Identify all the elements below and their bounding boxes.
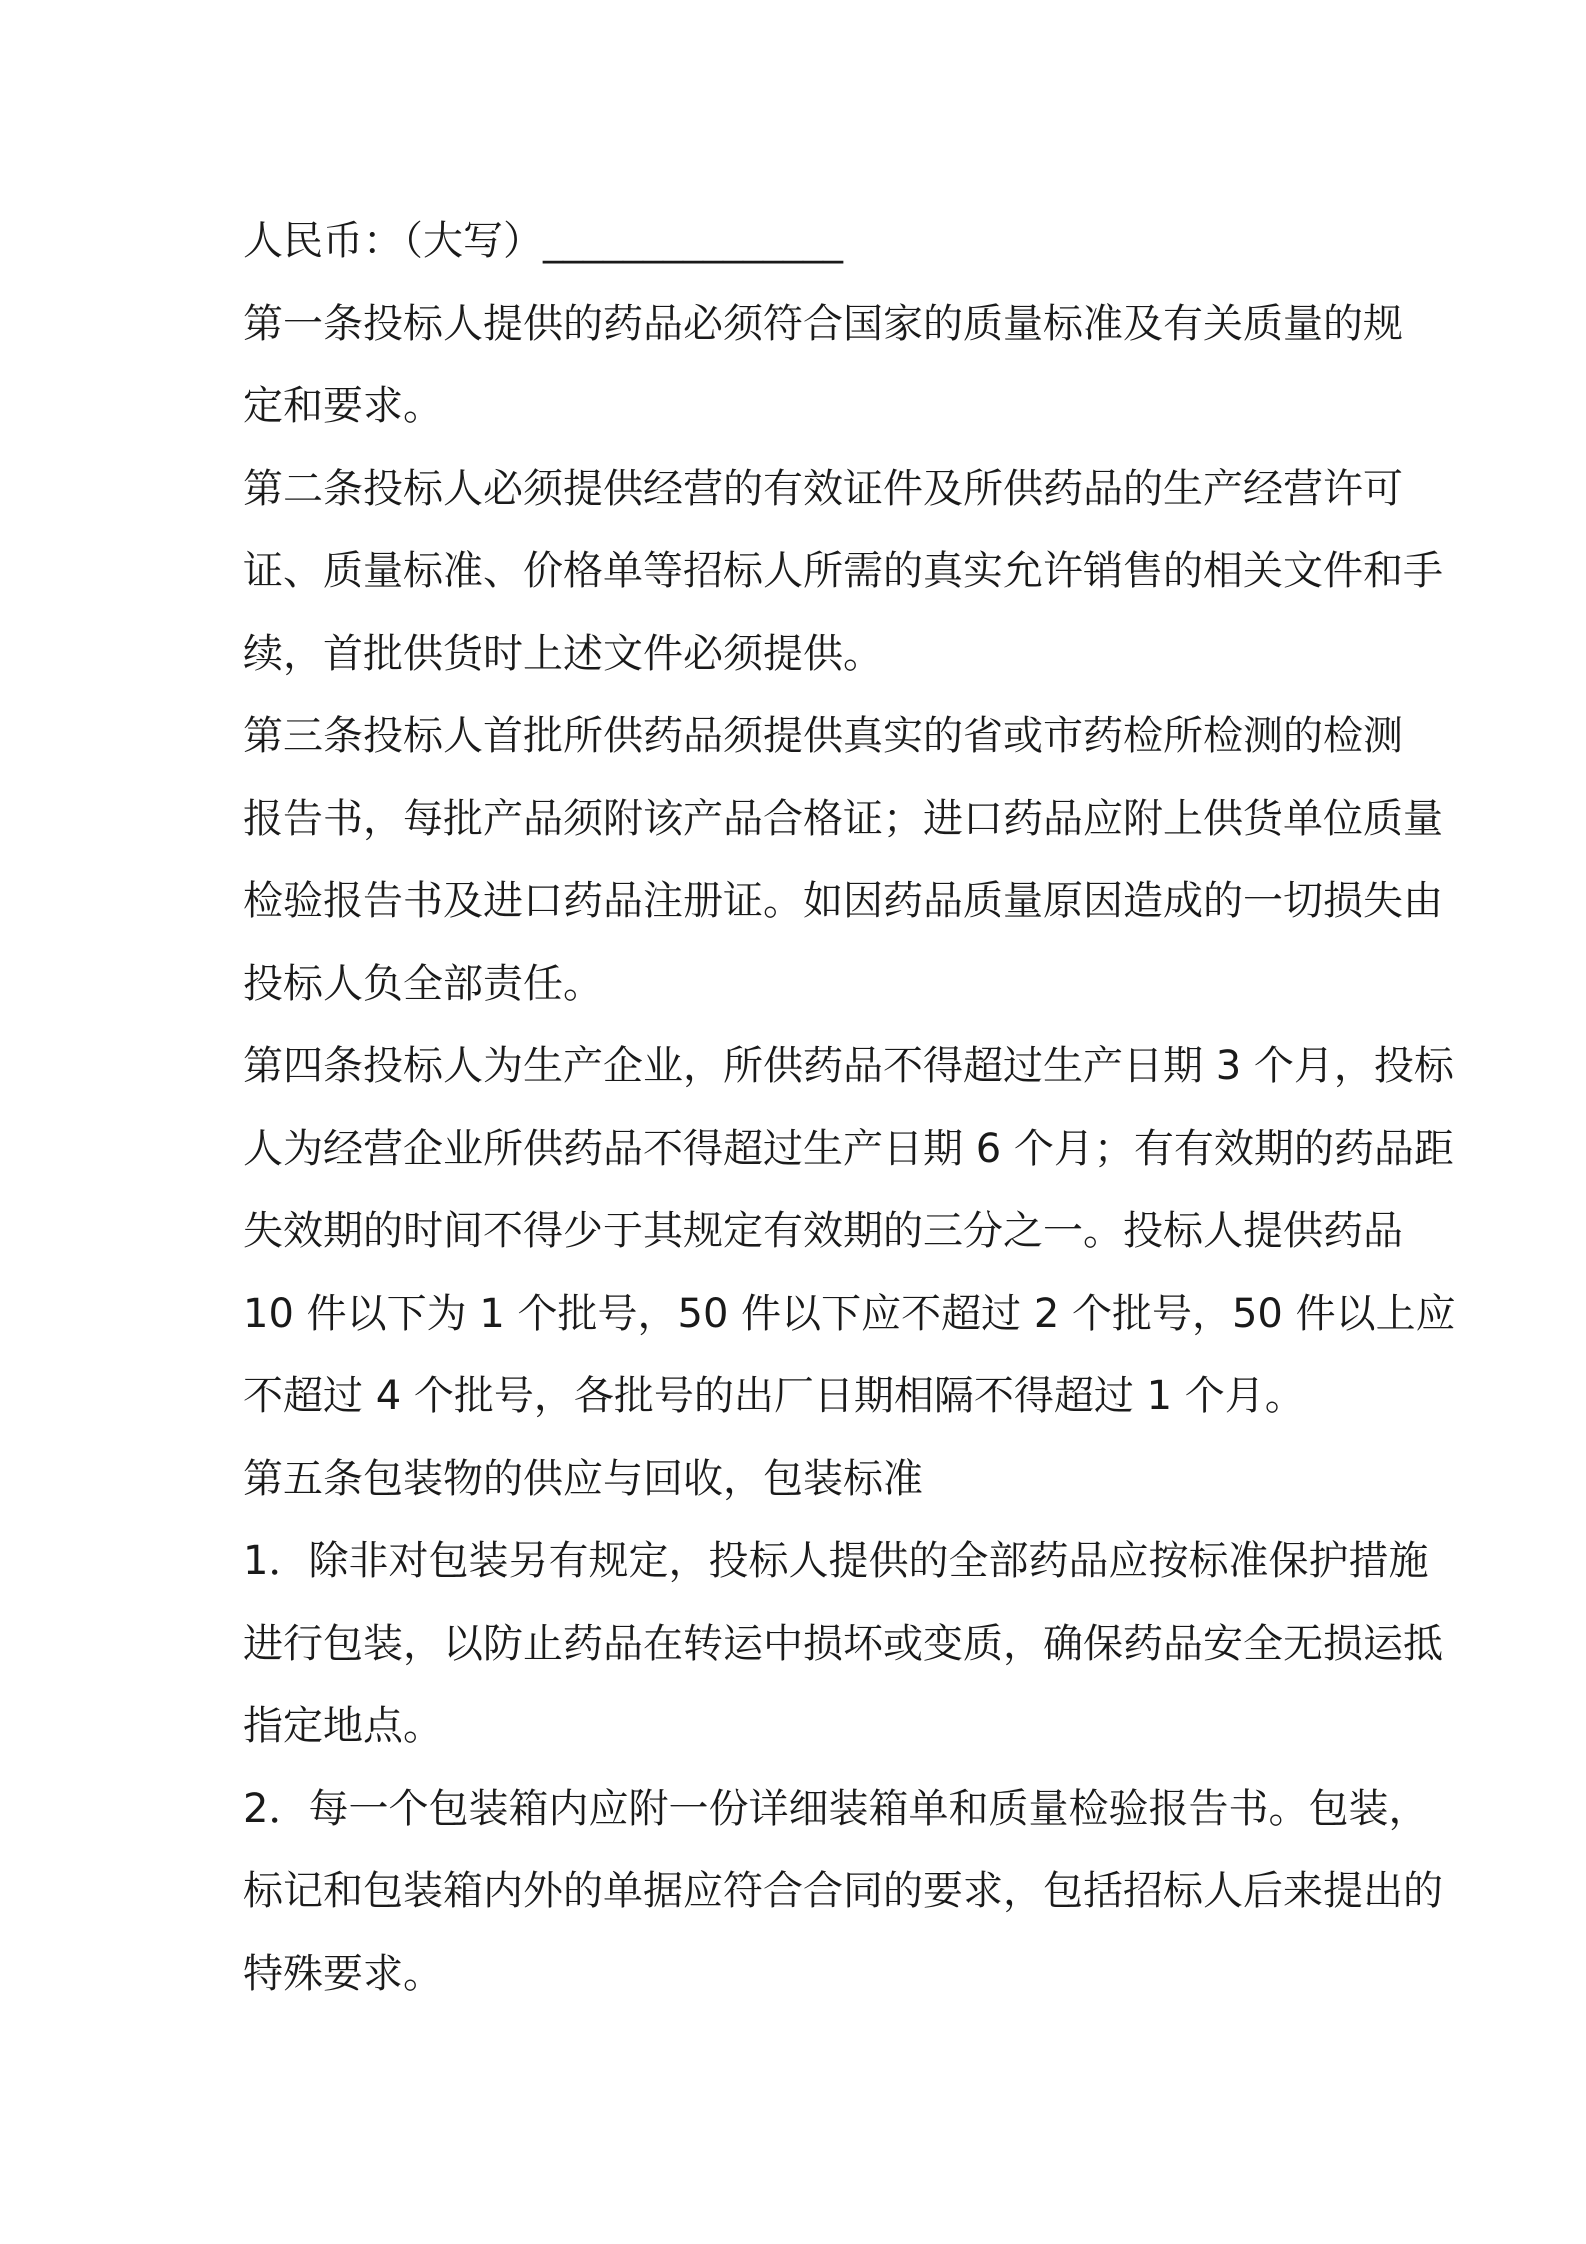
article-3-line-3: 检验报告书及进口药品注册证。如因药品质量原因造成的一切损失由 (243, 878, 1443, 924)
amount-in-words-line: 人民币：（大写）_______________ (243, 218, 843, 264)
clause-1-line-1: 1．除非对包装另有规定，投标人提供的全部药品应按标准保护措施 (243, 1538, 1429, 1584)
article-4-line-2: 人为经营企业所供药品不得超过生产日期 6 个月；有有效期的药品距 (243, 1125, 1454, 1172)
article-3-line-4: 投标人负全部责任。 (243, 960, 603, 1007)
clause-2-line-3: 特殊要求。 (243, 1950, 443, 1997)
clause-1-line-3: 指定地点。 (243, 1703, 443, 1749)
clause-2-line-1: 2．每一个包装箱内应附一份详细装箱单和质量检验报告书。包装， (243, 1785, 1429, 1832)
article-5-heading: 第五条包装物的供应与回收，包装标准 (243, 1455, 923, 1502)
document-body (243, 200, 1456, 2015)
article-2-line-2: 证、质量标准、价格单等招标人所需的真实允许销售的相关文件和手 (243, 548, 1443, 594)
article-4-line-1: 第四条投标人为生产企业，所供药品不得超过生产日期 3 个月，投标 (243, 1043, 1454, 1089)
article-4-line-5: 不超过 4 个批号，各批号的出厂日期相隔不得超过 1 个月。 (243, 1373, 1305, 1419)
article-4-line-3: 失效期的时间不得少于其规定有效期的三分之一。投标人提供药品 (243, 1208, 1403, 1254)
article-3-line-2: 报告书，每批产品须附该产品合格证；进口药品应附上供货单位质量 (243, 795, 1443, 842)
article-1-line-2: 定和要求。 (243, 383, 443, 429)
article-2-line-3: 续，首批供货时上述文件必须提供。 (243, 630, 883, 677)
clause-2-line-2: 标记和包装箱内外的单据应符合合同的要求，包括招标人后来提出的 (243, 1868, 1443, 1914)
article-3-line-1: 第三条投标人首批所供药品须提供真实的省或市药检所检测的检测 (243, 713, 1403, 759)
clause-1-line-2: 进行包装，以防止药品在转运中损坏或变质，确保药品安全无损运抵 (243, 1620, 1443, 1667)
article-4-line-4: 10 件以下为 1 个批号，50 件以下应不超过 2 个批号，50 件以上应 (243, 1290, 1456, 1337)
article-2-line-1: 第二条投标人必须提供经营的有效证件及所供药品的生产经营许可 (243, 465, 1403, 512)
article-1-line-1: 第一条投标人提供的药品必须符合国家的质量标准及有关质量的规 (243, 300, 1403, 347)
